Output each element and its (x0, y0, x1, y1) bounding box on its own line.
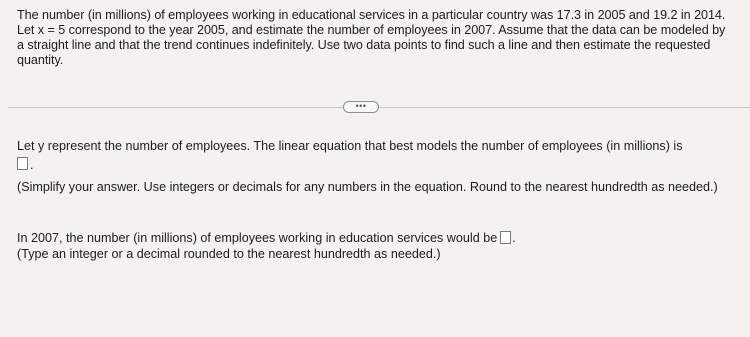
equation-prompt: Let y represent the number of employees. The linear equation that best models the number of employees (in millions) is (17, 139, 683, 153)
equation-period: . (30, 158, 34, 172)
estimate-hint: (Type an integer or a decimal rounded to the nearest hundredth as needed.) (17, 247, 441, 261)
expand-more-button[interactable]: ••• (343, 101, 379, 113)
estimate-answer-box[interactable] (500, 231, 511, 244)
section-divider (8, 100, 750, 114)
equation-answer-box[interactable] (17, 157, 28, 170)
divider-line (8, 107, 750, 108)
estimate-period: . (512, 231, 516, 245)
estimate-line (17, 231, 516, 246)
estimate-prompt: In 2007, the number (in millions) of employees working in education services would be (17, 231, 498, 245)
equation-hint: (Simplify your answer. Use integers or decimals for any numbers in the equation. Round to the nearest hundredth as needed.) (17, 180, 718, 194)
problem-statement: The number (in millions) of employees working in educational services in a particular country was 17.3 in 2005 and 19.2 in 2014. Let x = 5 correspond to the year 2005, and estimate the number of employees in 2007. Assume that the data can be modeled by a straight line and that the trend continues indefinitely. Use two data points to find such a line and then estimate the requested quantity. (17, 8, 726, 67)
